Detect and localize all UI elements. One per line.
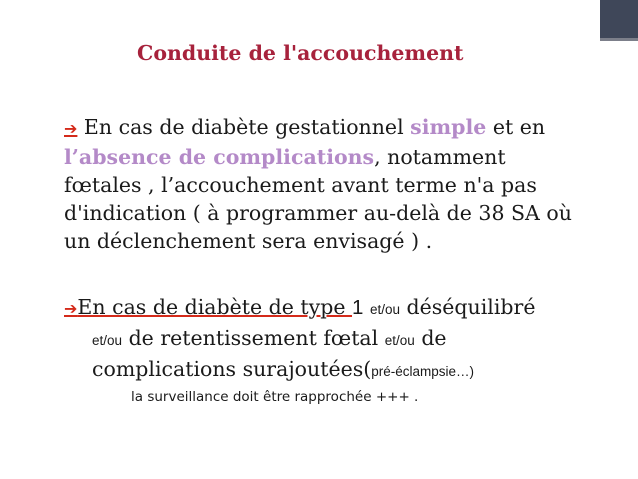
deseq-text: déséquilibré: [406, 295, 536, 319]
para1-line-2: [64, 143, 572, 171]
et-ou-2: et/ou: [92, 333, 123, 348]
para1-intro-text: En cas de diabète gestationnel: [77, 115, 411, 139]
para2-line-1: [64, 293, 535, 324]
paragraph-gestational-diabetes: [64, 113, 572, 255]
para1-line-3: fœtales , l’accouchement avant terme n'a pas: [64, 173, 537, 197]
para2-line-3: [64, 355, 535, 386]
arrow-icon: ➔: [64, 119, 78, 138]
arrow-icon: ➔En cas de diabète de type: [64, 295, 353, 319]
para1-line-4: d'indication ( à programmer au-delà de 38 SA où: [64, 201, 572, 225]
corner-decoration: [600, 0, 638, 38]
et-ou-3: et/ou: [384, 333, 415, 348]
type-number: 1: [352, 296, 364, 319]
page-title: Conduite de l'accouchement: [137, 41, 464, 65]
pre-eclampsie-text: pré-éclampsie…): [371, 364, 475, 379]
surveillance-note: la surveillance doit être rapprochée +++ .: [131, 389, 419, 405]
para2-intro-text: En cas de diabète de type: [77, 295, 353, 319]
paragraph-type1-diabetes: [64, 293, 535, 408]
para1-mid-text-1: et en: [486, 115, 546, 139]
para1-line-1: [64, 113, 572, 143]
highlight-no-complications: l’absence de complications: [64, 145, 375, 169]
retent-text: de retentissement fœtal: [128, 326, 379, 350]
de-text: de: [421, 326, 447, 350]
para1-mid-text-2: , notamment: [374, 145, 506, 169]
highlight-simple: simple: [410, 115, 487, 139]
et-ou-1: et/ou: [369, 302, 400, 317]
complications-text: complications surajoutées(: [92, 357, 372, 381]
para2-line-2: [64, 324, 535, 355]
corner-accent-bar: [600, 38, 638, 41]
para1-line-5: un déclenchement sera envisagé ) .: [64, 229, 433, 253]
